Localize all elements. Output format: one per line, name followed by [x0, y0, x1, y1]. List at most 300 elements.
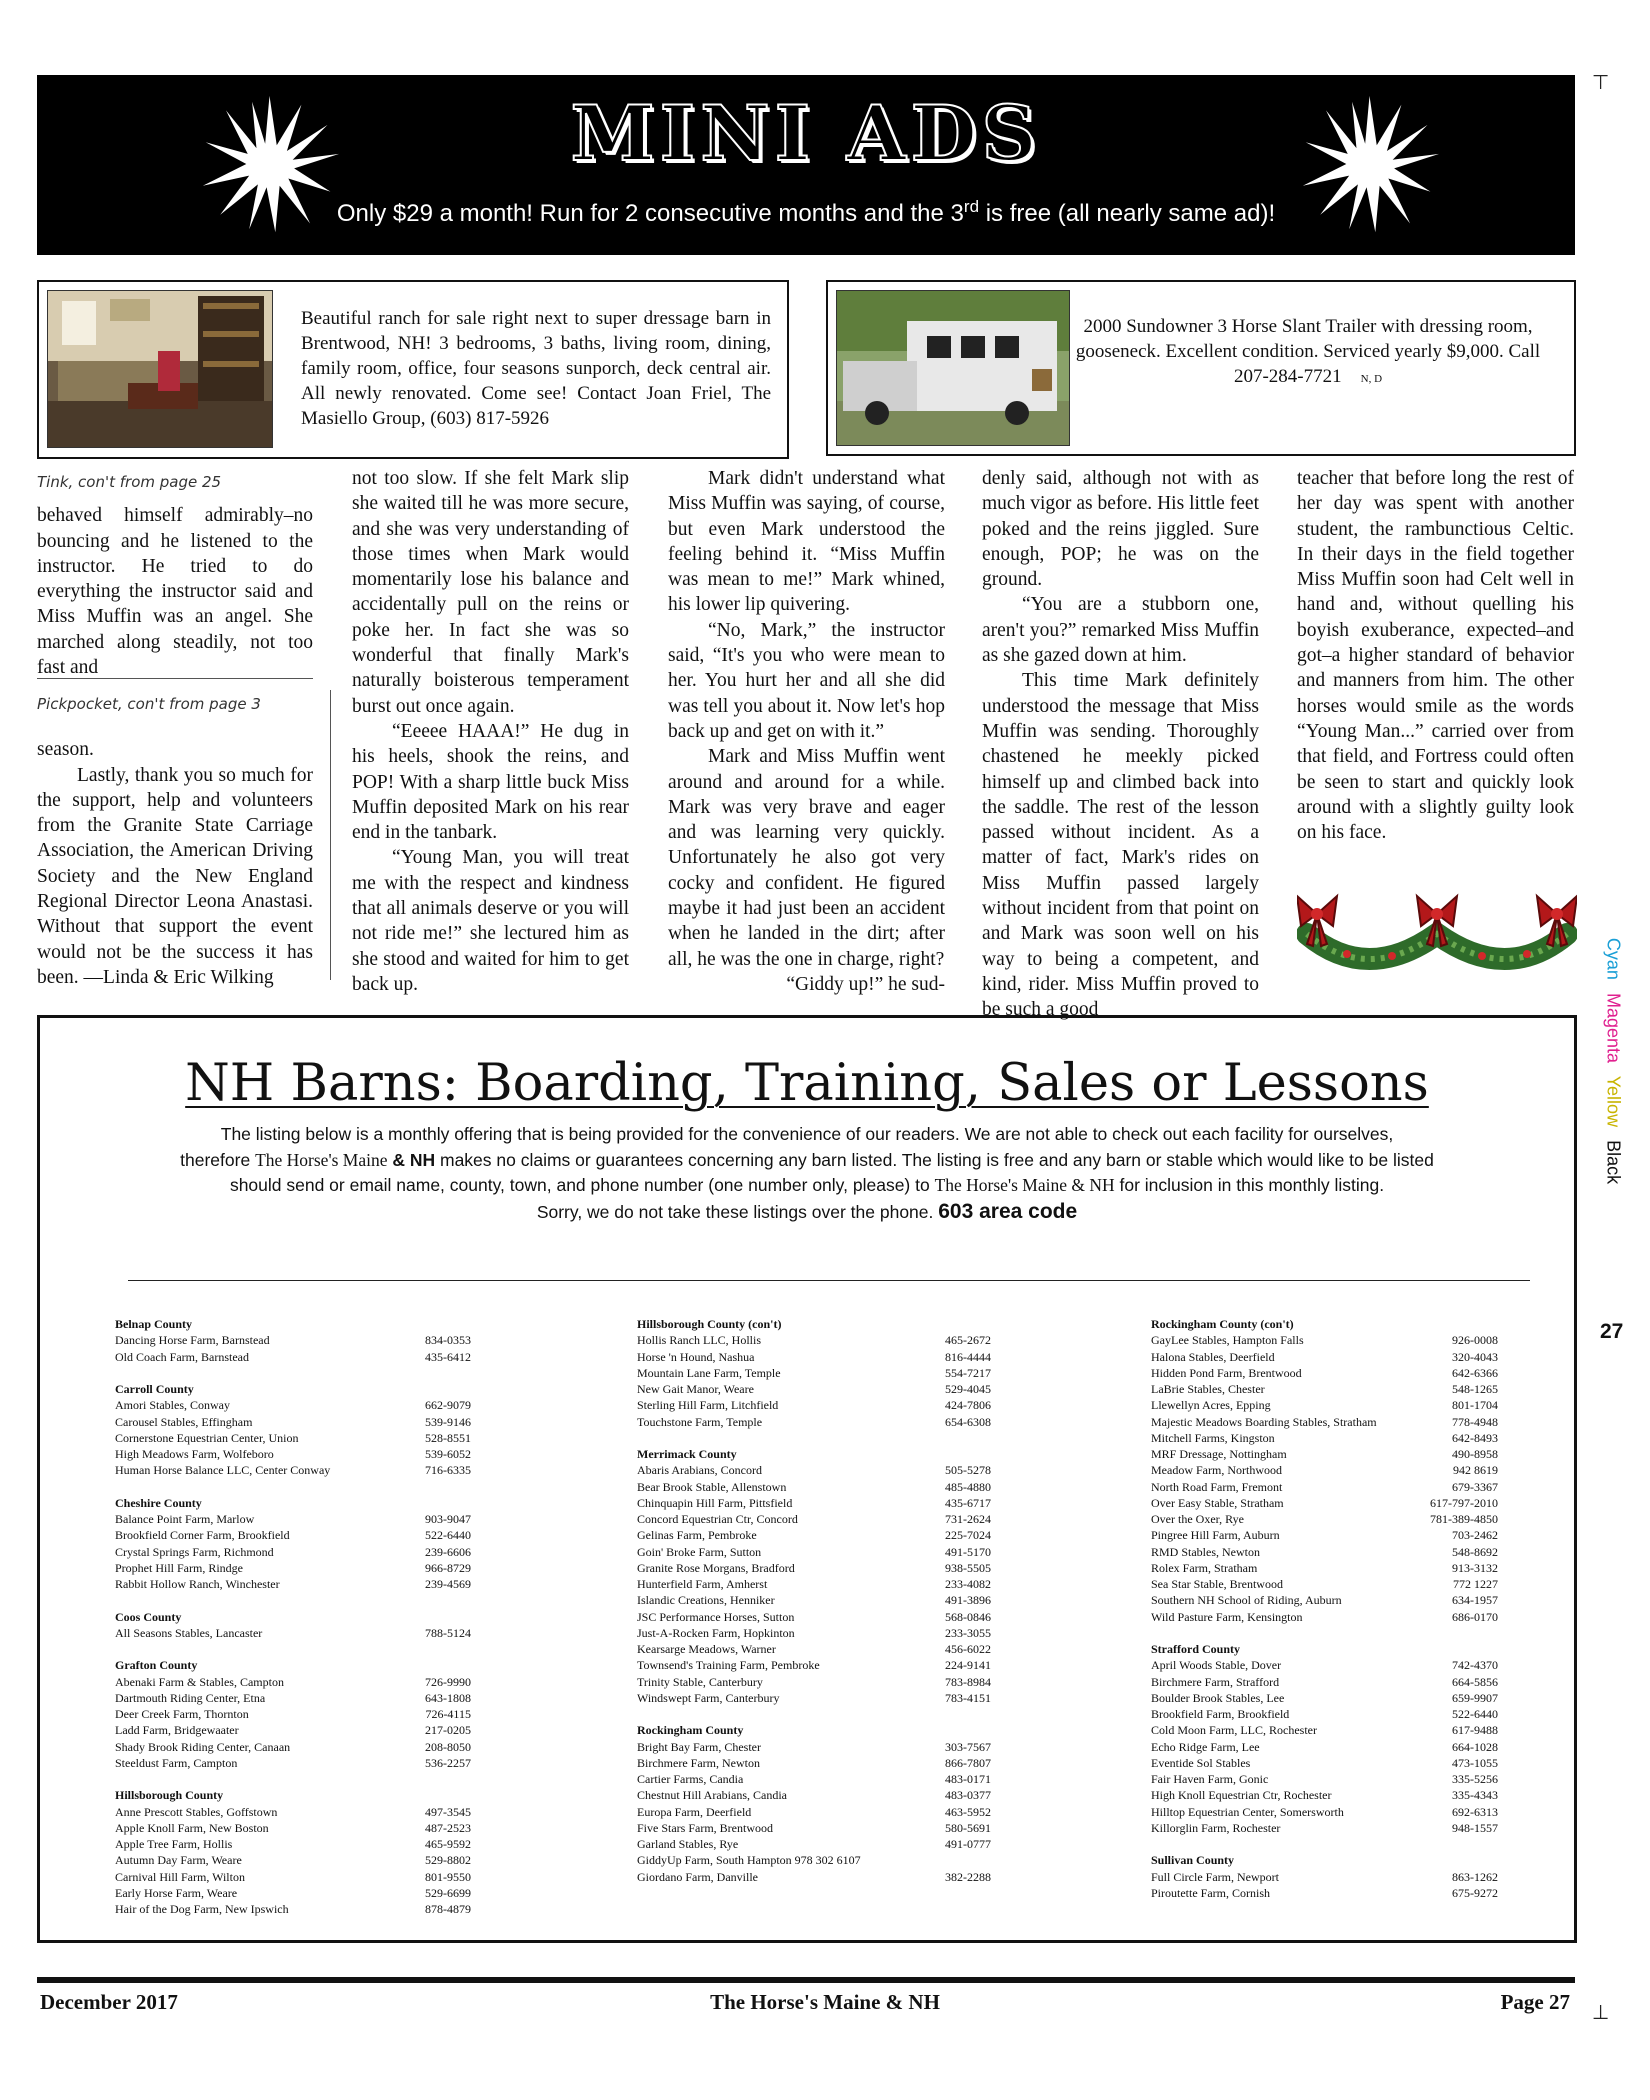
barn-listing-row — [637, 1576, 991, 1592]
barn-name: High Meadows Farm, Wolfeboro — [115, 1447, 274, 1461]
col5-p1: teacher that before long the rest of her day was spent with another student, the rambunctious Celtic. In their days in the field together Miss Muffin soon had Celt well in hand and, without quelling his boyish exuberance, expected–and got–a higher standard of behavior and manners from him. The other horses would smile as the words “Young Man...” carried over from that field, and Fortress could often be seen to start and quickly look around with a slightly guilty look on his face. — [1297, 468, 1574, 844]
barn-listing-row — [1151, 1495, 1498, 1511]
barn-name: Fair Haven Farm, Gonic — [1151, 1772, 1269, 1786]
barn-name: Deer Creek Farm, Thornton — [115, 1707, 249, 1721]
barn-listing-row — [637, 1869, 991, 1885]
color-registration-strip — [1598, 918, 1628, 1204]
county-heading: Rockingham County — [637, 1723, 744, 1738]
barn-phone: 783-4151 — [945, 1690, 991, 1705]
barn-listing-row — [1151, 1690, 1498, 1706]
barn-name: Cartier Farms, Candia — [637, 1772, 744, 1786]
ranch-ad — [37, 280, 789, 459]
barn-name: Halona Stables, Deerfield — [1151, 1349, 1275, 1364]
col3-p3: Mark and Miss Muffin went around and around for a while. Mark was very brave and eager and was learning very quickly. Unfortunately he also got very cocky and confident. He figured maybe it had just been an accident when he landed in the dirt; after all, he was the one in charge, right? — [668, 746, 945, 970]
barn-listing-row — [115, 1706, 471, 1722]
barn-listing-row — [1151, 1771, 1498, 1787]
barn-phone: 903-9047 — [425, 1512, 471, 1526]
barn-phone: 335-5256 — [1452, 1772, 1498, 1786]
barn-listing-row — [115, 1820, 471, 1836]
barn-name: Sea Star Stable, Brentwood — [1151, 1577, 1283, 1591]
barn-phone: 424-7806 — [945, 1398, 991, 1413]
barn-phone: 926-0008 — [1452, 1333, 1498, 1348]
barn-listing-row — [1151, 1560, 1498, 1576]
page-title: MINI ADS — [570, 89, 1042, 178]
vertical-rule — [330, 690, 331, 980]
barn-phone: 742-4370 — [1452, 1658, 1498, 1673]
barn-phone: 233-4082 — [945, 1577, 991, 1591]
barn-listing-row — [637, 1560, 991, 1576]
barn-name: Chinquapin Hill Farm, Pittsfield — [637, 1495, 793, 1510]
barn-listing-row — [1151, 1430, 1498, 1446]
col2-p2: “Eeeee HAAA!” He dug in his heels, shook the reins, and POP! With a sharp little buck Miss Muffin deposited Mark on his rear end in the tanbark. — [352, 720, 629, 844]
barn-name: Human Horse Balance LLC, Center Conway — [115, 1463, 331, 1478]
barn-phone: 568-0846 — [945, 1609, 991, 1624]
barn-phone: 554-7217 — [945, 1365, 991, 1380]
col2-p1: not too slow. If she felt Mark slip she waited till he was more secure, and she was very understanding of those times when Mark would momentarily lose his balance and accidentally pull on the reins or poke her. In fact she was so wonderful that finally Mark's naturally boisterous temperament burst out once again. — [352, 468, 629, 717]
barn-phone: 938-5505 — [945, 1560, 991, 1575]
barn-phone: 662-9079 — [425, 1398, 471, 1413]
barns-intro: The listing below is a monthly offering that is being provided for the convenience of our readers. We are not able to check out each facility for ourselves, therefore The Horse's Maine & NH makes no claims or guarantees concerning any barn listed. The listing is free and any barn or stable which would like to be listed should send or email name, county, town, and phone number (one number only, please) to The Horse's Maine & NH for inclusion in this monthly listing. Sorry, we do not take these listings over the phone. 603 area code — [180, 1124, 1434, 1223]
barn-name: Brookfield Farm, Brookfield — [1151, 1707, 1290, 1721]
barn-name: Cold Moon Farm, LLC, Rochester — [1151, 1723, 1317, 1738]
barn-listing-row — [1151, 1592, 1498, 1608]
barn-name: High Knoll Equestrian Ctr, Rochester — [1151, 1788, 1332, 1803]
trailer-ad-text: 2000 Sundowner 3 Horse Slant Trailer with dressing room, gooseneck. Excellent condition. Serviced yearly $9,000. Call 207-284-7721 N, D — [1075, 316, 1541, 387]
barns-column-2 — [637, 1316, 991, 1885]
barn-phone: 208-8050 — [425, 1739, 471, 1754]
barn-name: Five Stars Farm, Brentwood — [637, 1820, 773, 1835]
barn-listing-row — [1151, 1706, 1498, 1722]
barn-phone: 948-1557 — [1452, 1820, 1498, 1835]
barn-phone: 239-4569 — [425, 1577, 471, 1591]
barn-listing-row — [637, 1836, 991, 1852]
barn-listing-row — [115, 1852, 471, 1868]
barn-name: Europa Farm, Deerfield — [637, 1804, 752, 1819]
barn-listing-row — [637, 1739, 991, 1755]
barn-name: Rolex Farm, Stratham — [1151, 1560, 1258, 1575]
barn-name: Cornerstone Equestrian Center, Union — [115, 1430, 299, 1445]
barn-listing-row — [1151, 1787, 1498, 1803]
barn-phone: 781-389-4850 — [1430, 1512, 1498, 1526]
col4-p1: denly said, although not with as much vigor as before. His little feet poked and the reins jiggled. Sure enough, POP; he was on the ground. — [982, 468, 1259, 591]
barn-listing-row — [1151, 1381, 1498, 1397]
barn-phone: 225-7024 — [945, 1528, 991, 1543]
barn-phone: 716-6335 — [425, 1463, 471, 1478]
pick-p2: Lastly, thank you so much for the support, help and volunteers from the Granite State Carriage Association, the American Driving Society and the New England Regional Director Leona Anastasi. Without that support the event would not be the success it has been. —Linda & Eric Wilking — [37, 764, 313, 988]
footer-page: Page 27 — [1500, 1990, 1570, 2014]
tink-text: behaved himself admirably–no bouncing and he listened to the instructor. He tried to do everything the instructor said and Miss Muffin was an angel. She marched along steadily, not too fast and — [37, 505, 313, 679]
barn-name: Hunterfield Farm, Amherst — [637, 1577, 768, 1591]
barn-name: Windswept Farm, Canterbury — [637, 1690, 780, 1705]
barn-phone: 382-2288 — [945, 1869, 991, 1884]
footer-rule — [37, 1977, 1575, 1983]
barn-listing-row — [1151, 1479, 1498, 1495]
yellow-label: Yellow — [1603, 1075, 1624, 1128]
barn-listing-row — [1151, 1446, 1498, 1462]
barn-listing-row — [637, 1381, 991, 1397]
barn-listing-row — [115, 1560, 471, 1576]
barn-name: All Seasons Stables, Lancaster — [115, 1625, 263, 1640]
barn-name: Prophet Hill Farm, Rindge — [115, 1560, 243, 1575]
barn-name: LaBrie Stables, Chester — [1151, 1382, 1265, 1396]
barn-name: Birchmere Farm, Newton — [637, 1755, 760, 1770]
barn-listing-row — [637, 1820, 991, 1836]
barn-name: Dartmouth Riding Center, Etna — [115, 1690, 266, 1705]
barn-phone: 675-9272 — [1452, 1885, 1498, 1900]
barn-name: GiddyUp Farm, South Hampton 978 302 6107 — [637, 1853, 861, 1868]
barn-phone: 320-4043 — [1452, 1349, 1498, 1364]
barn-phone: 642-8493 — [1452, 1430, 1498, 1445]
barns-divider — [128, 1280, 1530, 1281]
barn-listing-row — [637, 1511, 991, 1527]
column-divider — [37, 678, 313, 679]
barn-listing-row — [637, 1349, 991, 1365]
magenta-label: Magenta — [1603, 992, 1624, 1064]
barn-phone: 913-3132 — [1452, 1560, 1498, 1575]
barn-name: Llewellyn Acres, Epping — [1151, 1398, 1271, 1413]
holiday-garland-icon — [1297, 874, 1577, 984]
footer-publication: The Horse's Maine & NH — [710, 1990, 940, 2014]
barn-phone: 801-1704 — [1452, 1398, 1498, 1413]
barn-listing-row — [637, 1625, 991, 1641]
barn-name: Southern NH School of Riding, Auburn — [1151, 1593, 1342, 1608]
barn-listing-row — [115, 1446, 471, 1462]
barn-name: Early Horse Farm, Weare — [115, 1885, 238, 1900]
barn-name: Bear Brook Stable, Allenstown — [637, 1479, 787, 1494]
barn-name: North Road Farm, Fremont — [1151, 1479, 1283, 1494]
barn-listing-row — [637, 1787, 991, 1803]
crop-mark-top: ⊤ — [1592, 70, 1610, 94]
county-heading: Sullivan County — [1151, 1853, 1235, 1868]
barn-name: Giordano Farm, Danville — [637, 1869, 758, 1884]
barn-phone: 335-4343 — [1452, 1788, 1498, 1803]
county-heading: Grafton County — [115, 1658, 198, 1673]
barn-listing-row — [637, 1755, 991, 1771]
barn-phone: 539-6052 — [425, 1447, 471, 1461]
col4-p3: This time Mark definitely understood the message that Miss Muffin was sending. Thoroughly chastened he meekly picked himself up and climbed back into the saddle. The rest of the lesson passed without incident. As a matter of fact, Mark's rides on Miss Muffin passed largely without incident from that point on and Mark was soon well on his way to being a competent, and kind, rider. Miss Muffin proved to be such a good — [982, 670, 1259, 1021]
barn-name: Carousel Stables, Effingham — [115, 1414, 253, 1429]
barn-name: Horse 'n Hound, Nashua — [637, 1349, 755, 1364]
county-heading: Hillsborough County (con't) — [637, 1317, 782, 1331]
barn-name: Echo Ridge Farm, Lee — [1151, 1739, 1260, 1754]
barn-name: Abenaki Farm & Stables, Campton — [115, 1674, 284, 1689]
barn-phone: 783-8984 — [945, 1674, 991, 1689]
barn-name: Pingree Hill Farm, Auburn — [1151, 1528, 1280, 1543]
barn-name: Ladd Farm, Bridgewaater — [115, 1723, 239, 1738]
barn-phone: 529-6699 — [425, 1885, 471, 1900]
barn-name: Kearsarge Meadows, Warner — [637, 1642, 776, 1656]
barn-name: Killorglin Farm, Rochester — [1151, 1820, 1281, 1835]
barn-listing-row — [637, 1479, 991, 1495]
barn-listing-row — [637, 1804, 991, 1820]
tink-continued-label: Tink, con't from page 25 — [37, 473, 222, 491]
barn-name: Piroutette Farm, Cornish — [1151, 1885, 1270, 1900]
cyan-label: Cyan — [1603, 937, 1624, 980]
side-page-number: 27 — [1600, 1320, 1624, 1343]
barn-phone: 491-0777 — [945, 1837, 991, 1851]
article-column-5 — [1297, 466, 1574, 845]
pick-p1: season. — [37, 739, 94, 761]
col4-p2: “You are a stubborn one, aren't you?” remarked Miss Muffin as she gazed down at him. — [982, 594, 1259, 667]
barn-name: Gelinas Farm, Pembroke — [637, 1528, 757, 1543]
barn-listing-row — [1151, 1820, 1498, 1836]
barn-listing-row — [1151, 1544, 1498, 1560]
barn-name: April Woods Stable, Dover — [1151, 1658, 1282, 1673]
barn-listing-row — [115, 1332, 471, 1348]
barn-phone: 483-0171 — [945, 1772, 991, 1786]
barn-name: Steeldust Farm, Campton — [115, 1755, 238, 1770]
barn-phone: 726-9990 — [425, 1674, 471, 1689]
barn-phone: 686-0170 — [1452, 1609, 1498, 1624]
barn-name: Dancing Horse Farm, Barnstead — [115, 1333, 270, 1348]
barn-name: Mitchell Farms, Kingston — [1151, 1430, 1275, 1445]
barn-name: Majestic Meadows Boarding Stables, Stratham — [1151, 1414, 1377, 1429]
nh-barns-box — [37, 1015, 1577, 1943]
barn-phone: 878-4879 — [425, 1902, 471, 1916]
ranch-ad-text: Beautiful ranch for sale right next to super dressage barn in Brentwood, NH! 3 bedrooms, 3 baths, living room, dining, family room, office, four seasons sunporch, deck central air. All newly renovated. Come see! Contact Joan Friel, The Masiello Group, (603) 817-5926 — [301, 308, 771, 429]
barn-phone: 617-797-2010 — [1430, 1495, 1498, 1510]
barn-phone: 528-8551 — [425, 1430, 471, 1445]
barn-phone: 726-4115 — [425, 1707, 471, 1721]
barn-name: MRF Dressage, Nottingham — [1151, 1447, 1287, 1461]
barn-listing-row — [637, 1641, 991, 1657]
trailer-ad — [826, 280, 1576, 456]
barn-listing-row — [1151, 1397, 1498, 1413]
barn-listing-row — [637, 1365, 991, 1381]
county-heading: Merrimack County — [637, 1447, 737, 1461]
barn-listing-row — [115, 1722, 471, 1738]
barn-phone: 239-6606 — [425, 1544, 471, 1559]
barn-phone: 463-5952 — [945, 1804, 991, 1819]
barn-phone: 863-1262 — [1452, 1869, 1498, 1884]
trailer-photo — [836, 290, 1070, 446]
barn-listing-row — [115, 1804, 471, 1820]
black-label: Black — [1603, 1140, 1624, 1185]
barn-phone: 435-6717 — [945, 1495, 991, 1510]
barn-name: Chestnut Hill Arabians, Candia — [637, 1788, 787, 1803]
barn-phone: 217-0205 — [425, 1723, 471, 1738]
barn-listing-row — [1151, 1414, 1498, 1430]
barn-phone: 491-3896 — [945, 1593, 991, 1608]
barn-listing-row — [115, 1527, 471, 1543]
barn-phone: 548-8692 — [1452, 1544, 1498, 1559]
barn-listing-row — [115, 1836, 471, 1852]
barn-phone: 866-7807 — [945, 1755, 991, 1770]
barn-name: GayLee Stables, Hampton Falls — [1151, 1333, 1304, 1348]
barn-phone: 491-5170 — [945, 1544, 991, 1559]
barn-name: Goin' Broke Farm, Sutton — [637, 1544, 762, 1559]
barn-listing-row — [1151, 1869, 1498, 1885]
barn-name: Garland Stables, Rye — [637, 1837, 739, 1851]
barn-listing-row — [1151, 1804, 1498, 1820]
pickpocket-continued-label: Pickpocket, con't from page 3 — [37, 695, 261, 713]
barn-listing-row — [637, 1690, 991, 1706]
barn-phone: 536-2257 — [425, 1755, 471, 1770]
banner-subtitle: Only $29 a month! Run for 2 consecutive months and the 3rd is free (all nearly same ad)! — [336, 197, 1276, 227]
barn-name: Over the Oxer, Rye — [1151, 1512, 1245, 1526]
barn-phone: 485-4880 — [945, 1479, 991, 1494]
barn-listing-row — [637, 1852, 991, 1868]
barn-name: Full Circle Farm, Newport — [1151, 1869, 1279, 1884]
barn-listing-row — [115, 1397, 471, 1413]
barn-phone: 529-8802 — [425, 1853, 471, 1868]
barn-name: Hidden Pond Farm, Brentwood — [1151, 1365, 1302, 1380]
barn-phone: 664-5856 — [1452, 1674, 1498, 1689]
barn-name: Rabbit Hollow Ranch, Winchester — [115, 1577, 280, 1591]
barn-name: Trinity Stable, Canterbury — [637, 1674, 763, 1689]
barn-name: Brookfield Corner Farm, Brookfield — [115, 1528, 290, 1543]
county-heading: Coos County — [115, 1609, 182, 1624]
barn-phone: 703-2462 — [1452, 1528, 1498, 1543]
crop-mark-bottom: ⊥ — [1592, 2000, 1610, 2024]
barn-listing-row — [1151, 1462, 1498, 1478]
barn-name: Old Coach Farm, Barnstead — [115, 1349, 249, 1364]
barn-name: Hollis Ranch LLC, Hollis — [637, 1333, 761, 1348]
barn-phone: 456-6022 — [945, 1642, 991, 1656]
barn-listing-row — [1151, 1722, 1498, 1738]
barn-name: Birchmere Farm, Strafford — [1151, 1674, 1280, 1689]
barn-phone: 679-3367 — [1452, 1479, 1498, 1494]
barn-listing-row — [115, 1869, 471, 1885]
barn-phone: 642-6366 — [1452, 1365, 1498, 1380]
barn-listing-row — [115, 1625, 471, 1641]
barns-column-1 — [115, 1316, 471, 1917]
barn-name: Balance Point Farm, Marlow — [115, 1512, 255, 1526]
barn-phone: 522-6440 — [425, 1528, 471, 1543]
barn-phone: 548-1265 — [1452, 1382, 1498, 1396]
barn-listing-row — [637, 1592, 991, 1608]
barn-listing-row — [1151, 1527, 1498, 1543]
barn-name: Wild Pasture Farm, Kensington — [1151, 1609, 1303, 1624]
barn-phone: 580-5691 — [945, 1820, 991, 1835]
col3-p1: Mark didn't understand what Miss Muffin was saying, of course, but even Mark understood the feeling behind it. “Miss Muffin was mean to me!” Mark whined, his lower lip quivering. — [668, 468, 945, 616]
barn-name: Abaris Arabians, Concord — [637, 1463, 762, 1478]
ad-code: N, D — [1360, 373, 1383, 385]
barn-name: Eventide Sol Stables — [1151, 1755, 1251, 1770]
barn-listing-row — [115, 1901, 471, 1917]
barn-name: New Gait Manor, Weare — [637, 1382, 754, 1396]
barn-name: Apple Tree Farm, Hollis — [115, 1837, 233, 1851]
barn-listing-row — [1151, 1365, 1498, 1381]
barn-listing-row — [637, 1657, 991, 1673]
barn-phone: 664-1028 — [1452, 1739, 1498, 1754]
barn-name: Anne Prescott Stables, Goffstown — [115, 1804, 278, 1819]
barn-listing-row — [1151, 1349, 1498, 1365]
barn-listing-row — [1151, 1609, 1498, 1625]
barn-phone: 465-2672 — [945, 1333, 991, 1348]
barn-name: Townsend's Training Farm, Pembroke — [637, 1658, 820, 1673]
barn-name: Autumn Day Farm, Weare — [115, 1853, 242, 1868]
barn-phone: 772 1227 — [1453, 1577, 1498, 1591]
county-heading: Cheshire County — [115, 1495, 202, 1510]
barn-listing-row — [115, 1739, 471, 1755]
barn-name: RMD Stables, Newton — [1151, 1544, 1260, 1559]
barn-name: Islandic Creations, Henniker — [637, 1593, 775, 1608]
barn-phone: 233-3055 — [945, 1625, 991, 1640]
barn-phone: 617-9488 — [1452, 1723, 1498, 1738]
barn-name: Carnival Hill Farm, Wilton — [115, 1869, 245, 1884]
barn-listing-row — [115, 1349, 471, 1365]
barn-listing-row — [1151, 1885, 1498, 1901]
barn-name: Boulder Brook Stables, Lee — [1151, 1690, 1285, 1705]
barn-phone: 529-4045 — [945, 1382, 991, 1396]
barn-phone: 303-7567 — [945, 1739, 991, 1754]
barn-name: Amori Stables, Conway — [115, 1398, 230, 1413]
barn-listing-row — [1151, 1657, 1498, 1673]
barn-name: Touchstone Farm, Temple — [637, 1414, 763, 1429]
barn-listing-row — [637, 1414, 991, 1430]
barn-name: Bright Bay Farm, Chester — [637, 1739, 761, 1754]
barn-listing-row — [115, 1690, 471, 1706]
barn-phone: 643-1808 — [425, 1690, 471, 1705]
barn-listing-row — [1151, 1511, 1498, 1527]
county-heading: Belnap County — [115, 1317, 193, 1331]
county-heading: Hillsborough County — [115, 1788, 224, 1803]
barn-listing-row — [1151, 1755, 1498, 1771]
barn-listing-row — [637, 1397, 991, 1413]
barn-phone: 834-0353 — [425, 1333, 471, 1348]
barn-phone: 539-9146 — [425, 1414, 471, 1429]
col3-p4: “Giddy up!” he sud- — [786, 973, 945, 995]
barn-phone: 483-0377 — [945, 1788, 991, 1803]
barn-listing-row — [1151, 1739, 1498, 1755]
article-column-3 — [668, 466, 945, 997]
barn-listing-row — [637, 1462, 991, 1478]
barn-listing-row — [115, 1755, 471, 1771]
barn-phone: 778-4948 — [1452, 1414, 1498, 1429]
pickpocket-continuation — [37, 692, 313, 990]
barn-listing-row — [637, 1771, 991, 1787]
barn-phone: 522-6440 — [1452, 1707, 1498, 1721]
barn-phone: 465-9592 — [425, 1837, 471, 1851]
tink-continuation — [37, 470, 313, 680]
barn-name: Concord Equestrian Ctr, Concord — [637, 1512, 798, 1526]
barn-phone: 435-6412 — [425, 1349, 471, 1364]
barn-listing-row — [637, 1527, 991, 1543]
barn-name: Just-A-Rocken Farm, Hopkinton — [637, 1625, 795, 1640]
barn-listing-row — [115, 1576, 471, 1592]
barn-listing-row — [115, 1462, 471, 1478]
barn-phone: 942 8619 — [1453, 1463, 1498, 1478]
barn-phone: 801-9550 — [425, 1869, 471, 1884]
barn-phone: 788-5124 — [425, 1625, 471, 1640]
barn-phone: 692-6313 — [1452, 1804, 1498, 1819]
barn-listing-row — [1151, 1674, 1498, 1690]
barn-listing-row — [637, 1609, 991, 1625]
barn-listing-row — [115, 1511, 471, 1527]
barn-name: Granite Rose Morgans, Bradford — [637, 1560, 795, 1575]
ranch-photo — [47, 290, 273, 448]
barn-listing-row — [1151, 1332, 1498, 1348]
barn-listing-row — [637, 1332, 991, 1348]
barn-listing-row — [637, 1495, 991, 1511]
barns-title: NH Barns: Boarding, Training, Sales or Lessons — [185, 1054, 1429, 1113]
barn-phone: 490-8958 — [1452, 1447, 1498, 1461]
mini-ads-banner — [37, 75, 1575, 255]
barn-name: Shady Brook Riding Center, Canaan — [115, 1739, 291, 1754]
barn-phone: 224-9141 — [945, 1658, 991, 1673]
barn-phone: 487-2523 — [425, 1820, 471, 1835]
barn-phone: 473-1055 — [1452, 1755, 1498, 1770]
footer-date: December 2017 — [40, 1990, 178, 2014]
county-heading: Rockingham County (con't) — [1151, 1317, 1294, 1331]
article-column-4 — [982, 466, 1259, 1023]
barn-listing-row — [637, 1544, 991, 1560]
barn-listing-row — [115, 1544, 471, 1560]
barn-name: Over Easy Stable, Stratham — [1151, 1495, 1284, 1510]
article-column-2 — [352, 466, 629, 997]
barns-column-3 — [1151, 1316, 1498, 1901]
